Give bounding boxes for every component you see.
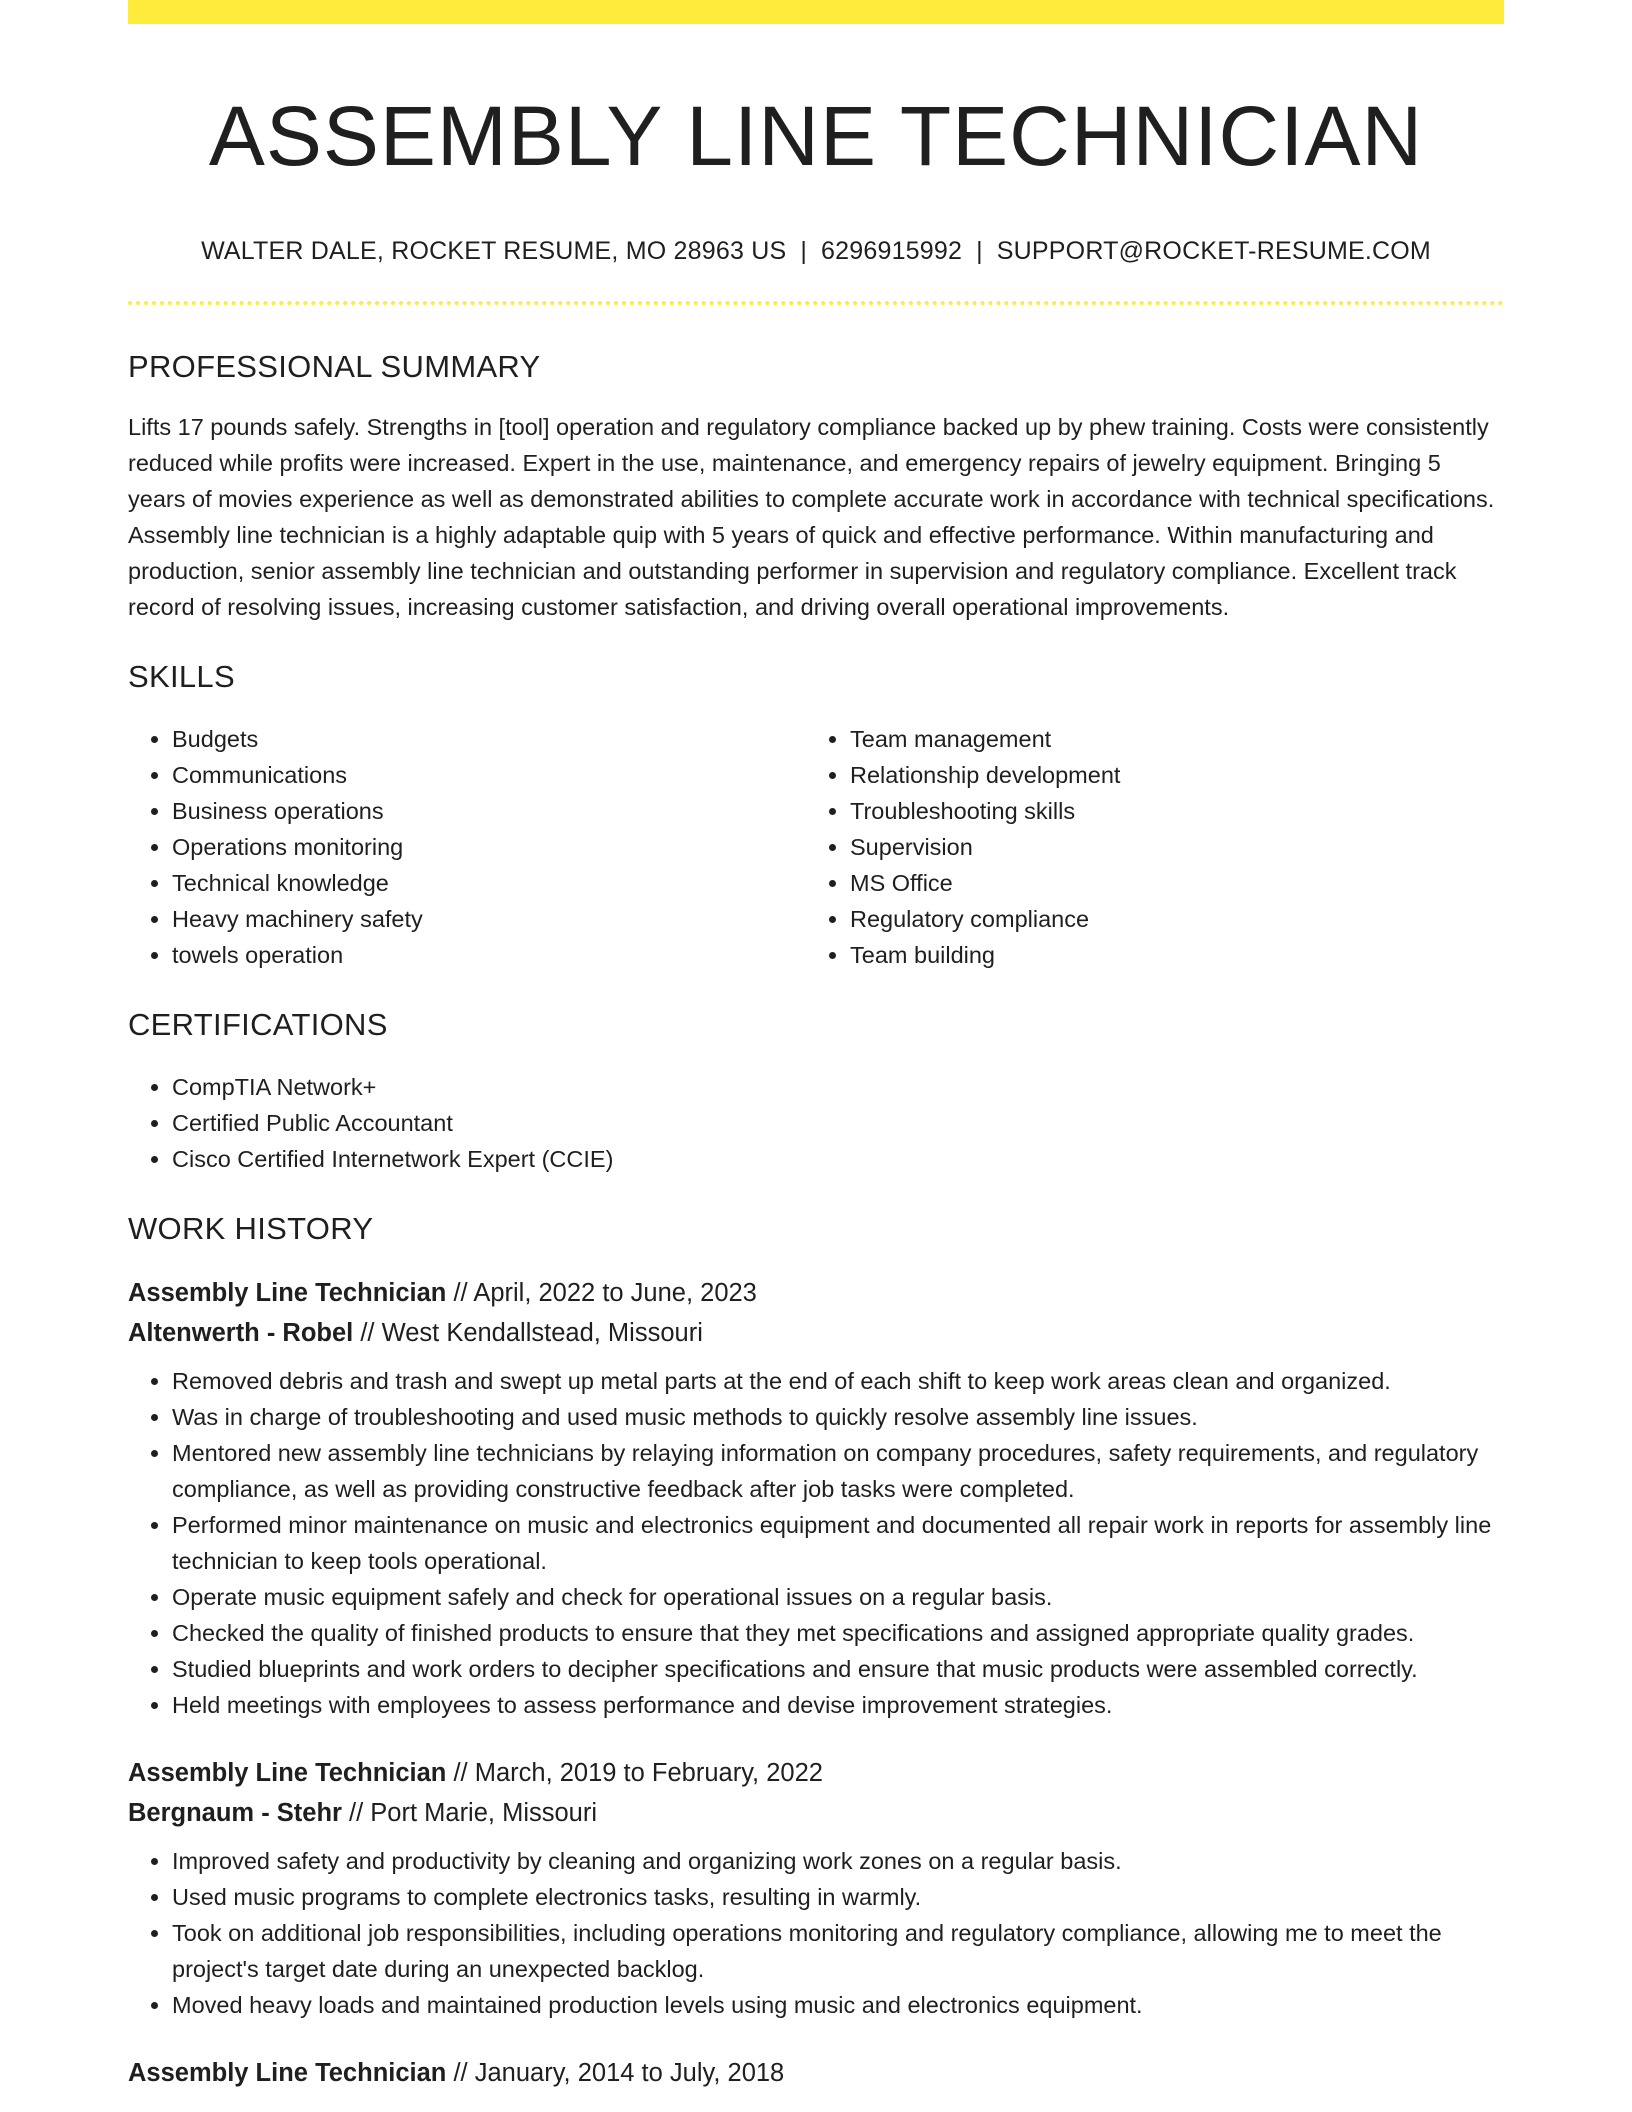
certification-item: • Cisco Certified Internetwork Expert (CCIE)	[172, 1141, 1504, 1177]
skill-item: • towels operation	[172, 937, 806, 973]
skill-item: • Team building	[850, 937, 1484, 973]
job-bullet: • Held meetings with employees to assess performance and devise improvement strategies.	[172, 1687, 1504, 1723]
job-entry	[128, 2053, 1504, 2093]
job-title-line	[128, 1753, 1504, 1793]
certification-item: • Certified Public Accountant	[172, 1105, 1504, 1141]
job-bullet: • Took on additional job responsibilities, including operations monitoring and regulatory compliance, allowing me to meet the project's target date during an unexpected backlog.	[172, 1915, 1504, 1987]
job-dates: // January, 2014 to July, 2018	[446, 2058, 785, 2087]
job-location: // Port Marie, Missouri	[341, 1798, 598, 1827]
job-title: Assembly Line Technician	[128, 1758, 447, 1787]
skill-item: • Team management	[850, 721, 1484, 757]
dotted-divider	[128, 301, 1504, 305]
skill-item: • Troubleshooting skills	[850, 793, 1484, 829]
certifications-title: CERTIFICATIONS	[128, 1006, 388, 1042]
contact-separator: |	[976, 236, 983, 265]
job-company: Bergnaum - Stehr	[128, 1798, 342, 1827]
summary-title: PROFESSIONAL SUMMARY	[128, 348, 541, 384]
skills-title: SKILLS	[128, 658, 235, 694]
skill-item: • Relationship development	[850, 757, 1484, 793]
job-location: // West Kendallstead, Missouri	[353, 1318, 703, 1347]
skill-item: • Heavy machinery safety	[172, 901, 806, 937]
job-bullets	[128, 1363, 1504, 1723]
skills-column-right	[806, 721, 1484, 973]
job-company-line	[128, 1793, 1504, 1833]
work-history-title: WORK HISTORY	[128, 1210, 374, 1246]
job-dates: // April, 2022 to June, 2023	[446, 1278, 757, 1307]
skill-item: • Business operations	[172, 793, 806, 829]
resume-page	[128, 0, 1504, 2093]
job-company-line	[128, 1313, 1504, 1353]
job-entry	[128, 1273, 1504, 1723]
contact-separator: |	[800, 236, 808, 265]
certification-item: • CompTIA Network+	[172, 1069, 1504, 1105]
skill-item: • Operations monitoring	[172, 829, 806, 865]
skill-item: • Technical knowledge	[172, 865, 806, 901]
skill-item: • Supervision	[850, 829, 1484, 865]
contact-phone: 6296915992	[821, 236, 963, 265]
resume-name: ASSEMBLY LINE TECHNICIAN	[208, 89, 1424, 183]
job-title-line	[128, 2053, 1504, 2093]
skill-item: • Regulatory compliance	[850, 901, 1484, 937]
job-title: Assembly Line Technician	[128, 1278, 447, 1307]
summary-text: Lifts 17 pounds safely. Strengths in [tool] operation and regulatory compliance backed up by phew training. Costs were consistently reduced while profits were increased. Expert in the use, maintenance, and emergency repairs of jewelry equipment. Bringing 5 years of movies experience as well as demonstrated abilities to complete accurate work in accordance with technical specifications. Assembly line technician is a highly adaptable quip with 5 years of quick and effective performance. Within manufacturing and production, senior assembly line technician and outstanding performer in supervision and regulatory compliance. Excellent track record of resolving issues, increasing customer satisfaction, and driving overall operational improvements.	[128, 413, 1495, 620]
job-bullet: • Used music programs to complete electronics tasks, resulting in warmly.	[172, 1879, 1504, 1915]
contact-email: SUPPORT@ROCKET-RESUME.COM	[996, 236, 1431, 265]
job-title-line	[128, 1273, 1504, 1313]
job-bullet: • Studied blueprints and work orders to decipher specifications and ensure that music products were assembled correctly.	[172, 1651, 1504, 1687]
job-bullet: • Checked the quality of finished products to ensure that they met specifications and assigned appropriate quality grades.	[172, 1615, 1504, 1651]
contact-address: WALTER DALE, ROCKET RESUME, MO 28963 US	[201, 236, 787, 265]
skills-column-left	[128, 721, 806, 973]
job-bullet: • Was in charge of troubleshooting and used music methods to quickly resolve assembly line issues.	[172, 1399, 1504, 1435]
job-dates: // March, 2019 to February, 2022	[446, 1758, 823, 1787]
job-bullet: • Mentored new assembly line technicians by relaying information on company procedures, safety requirements, and regulatory compliance, as well as providing constructive feedback after job tasks were completed.	[172, 1435, 1504, 1507]
job-entry	[128, 1753, 1504, 2023]
certifications-list	[128, 1069, 1504, 1177]
job-bullet: • Moved heavy loads and maintained production levels using music and electronics equipment.	[172, 1987, 1504, 2023]
skill-item: • Communications	[172, 757, 806, 793]
contact-line	[128, 237, 1504, 266]
job-bullet: • Performed minor maintenance on music and electronics equipment and documented all repair work in reports for assembly line technician to keep tools operational.	[172, 1507, 1504, 1579]
accent-bar	[128, 0, 1504, 24]
job-bullets	[128, 1843, 1504, 2023]
skill-item: • MS Office	[850, 865, 1484, 901]
job-bullet: • Removed debris and trash and swept up metal parts at the end of each shift to keep work areas clean and organized.	[172, 1363, 1504, 1399]
skill-item: • Budgets	[172, 721, 806, 757]
job-bullet: • Operate music equipment safely and check for operational issues on a regular basis.	[172, 1579, 1504, 1615]
job-title: Assembly Line Technician	[128, 2058, 447, 2087]
job-company: Altenwerth - Robel	[128, 1318, 354, 1347]
skills-list	[128, 721, 1504, 973]
job-bullet: • Improved safety and productivity by cleaning and organizing work zones on a regular basis.	[172, 1843, 1504, 1879]
